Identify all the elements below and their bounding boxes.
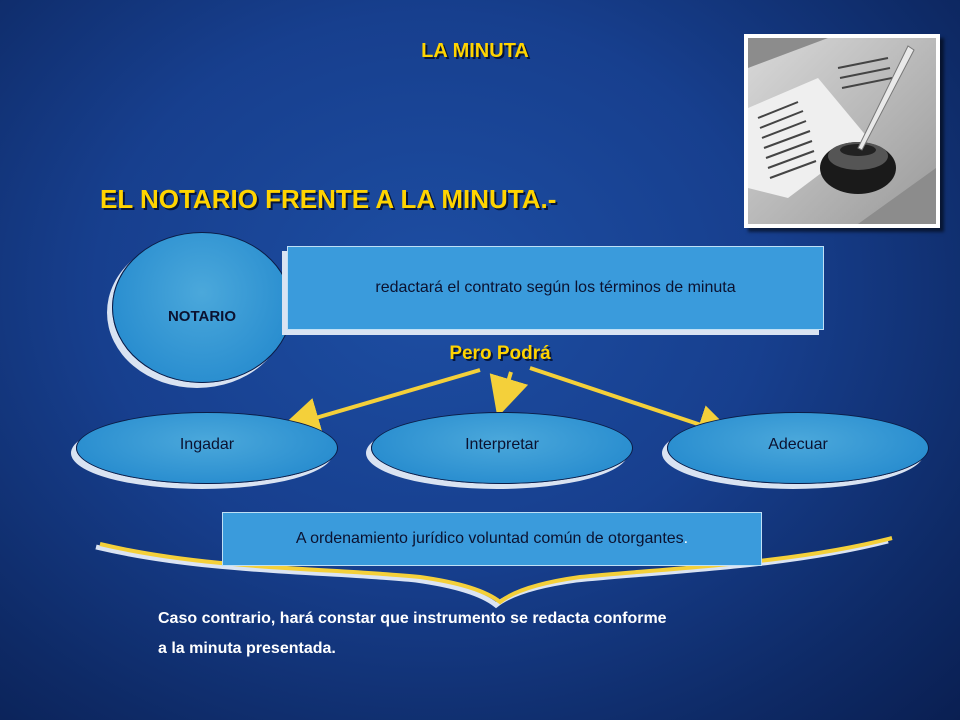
redacta-text: redactará el contrato según los términos de minuta <box>375 279 736 296</box>
option-interpretar-label: Interpretar <box>465 436 539 453</box>
pero-podra-label: Pero Podrá <box>449 343 551 364</box>
caso-contrario-text <box>158 604 858 664</box>
slide-title: LA MINUTA <box>421 40 529 62</box>
main-heading: EL NOTARIO FRENTE A LA MINUTA.- <box>100 184 557 214</box>
option-adecuar <box>667 412 929 484</box>
caso-line-2: a la minuta presentada. <box>158 640 336 657</box>
option-ingadar <box>76 412 338 484</box>
option-adecuar-label: Adecuar <box>768 436 828 453</box>
notario-ellipse <box>112 232 292 383</box>
redacta-box <box>287 246 824 330</box>
ordenamiento-text: A ordenamiento jurídico voluntad común de otorgantes <box>295 530 684 547</box>
notario-label: NOTARIO <box>167 308 237 325</box>
ordenamiento-period: . <box>683 530 689 547</box>
option-interpretar <box>371 412 633 484</box>
caso-line-1: Caso contrario, hará constar que instrumento se redacta conforme <box>158 610 667 627</box>
ordenamiento-box <box>222 512 762 566</box>
arrow-to-interpretar <box>502 372 511 402</box>
option-ingadar-label: Ingadar <box>179 436 235 453</box>
